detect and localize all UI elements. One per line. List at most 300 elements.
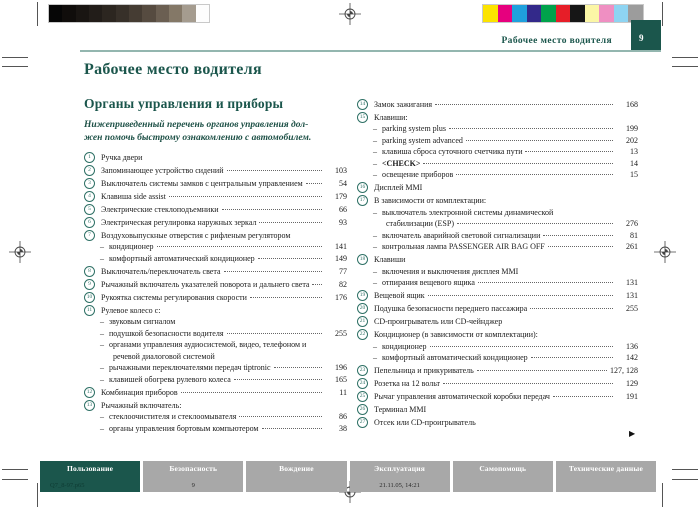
leader-dots [239, 416, 322, 417]
list-item [357, 254, 638, 289]
list-row [84, 292, 347, 304]
list-row [84, 152, 347, 164]
list-row [84, 328, 347, 340]
item-page-number: 276 [626, 219, 638, 228]
item-page-number: 199 [626, 124, 638, 133]
leader-dots [530, 308, 613, 309]
item-label: parking system advanced [382, 135, 463, 145]
item-number-badge: 15 [357, 112, 368, 123]
item-page-number: 131 [626, 278, 638, 287]
item-page-number: 54 [339, 178, 347, 188]
item-label: речевой диалоговой системой [113, 351, 215, 361]
header-rule [80, 50, 661, 52]
list-row [84, 191, 347, 203]
item-page-number: 176 [335, 292, 347, 302]
item-page-number: 127, 128 [610, 366, 638, 375]
list-item [357, 303, 638, 315]
list-row [357, 290, 638, 302]
item-page-number: 86 [339, 412, 347, 421]
list-item [84, 217, 347, 229]
item-page-number: 81 [630, 230, 638, 240]
crop-mark [2, 57, 28, 58]
leader-dots [262, 428, 323, 429]
list-row [84, 362, 347, 374]
item-page-number: 38 [339, 423, 347, 433]
item-label: Рычажный включатель указателей поворота и дальнего света [101, 279, 310, 289]
crop-mark [2, 479, 28, 480]
registration-mark-icon [9, 241, 31, 263]
leader-dots [449, 128, 613, 129]
calibration-swatch [599, 5, 614, 22]
crop-mark [672, 66, 698, 67]
item-label: стеклоочистителя и стеклоомывателя [109, 412, 237, 421]
item-label: выключатель электронной системы динамической [382, 207, 554, 217]
crop-mark [672, 479, 698, 480]
crop-mark [37, 483, 38, 507]
calibration-swatch [169, 5, 182, 22]
dash: – [373, 266, 377, 276]
item-label: Отсек или CD-проигрыватель [374, 418, 476, 427]
leader-dots [227, 170, 323, 171]
calibration-swatch [498, 5, 513, 22]
dash: – [373, 147, 377, 156]
list-row [357, 123, 638, 135]
list-item [357, 290, 638, 302]
list-row [357, 329, 638, 341]
item-label: Рычажный включатель: [101, 400, 182, 410]
item-page-number: 191 [626, 392, 638, 401]
dash: – [100, 317, 104, 326]
calibration-swatch [196, 5, 209, 22]
list-row [84, 253, 347, 265]
dash: – [373, 135, 377, 145]
item-label: Кондиционер (в зависимости от комплектации): [374, 330, 538, 339]
item-label: кондиционер [109, 242, 154, 251]
intro-line-2: жен помочь быстрому ознакомлению с автомобилем. [84, 133, 312, 143]
item-label: Пепельница и прикуриватель [374, 366, 474, 375]
footer-tab-label: Самопомощь [479, 464, 527, 473]
item-page-number: 66 [339, 204, 347, 214]
controls-list-right-column [357, 97, 638, 429]
item-label: кондиционер [382, 341, 427, 351]
item-label: Розетка на 12 вольт [374, 379, 441, 388]
crop-mark [2, 469, 28, 470]
calibration-swatch [585, 5, 600, 22]
registration-mark-icon [339, 3, 361, 25]
item-number-badge: 19 [357, 290, 368, 301]
calibration-swatch [102, 5, 115, 22]
leader-dots [428, 295, 613, 296]
item-label: клавиша сброса суточного счетчика пути [382, 147, 523, 156]
leader-dots [477, 370, 607, 371]
list-row [357, 230, 638, 242]
item-label: Замок зажигания [374, 99, 433, 109]
footer-tab-label: Безопасность [169, 464, 218, 473]
calibration-swatch [142, 5, 155, 22]
leader-dots [548, 246, 613, 247]
item-number-badge: 17 [357, 195, 368, 206]
item-number-badge: 14 [357, 99, 368, 110]
crop-mark [672, 57, 698, 58]
dash: – [373, 278, 377, 287]
leader-dots [274, 367, 322, 368]
list-row [357, 146, 638, 158]
list-item [84, 292, 347, 304]
list-item [84, 400, 347, 435]
item-number-badge: 20 [357, 303, 368, 314]
crop-mark [672, 469, 698, 470]
item-label: клавишей обогрева рулевого колеса [109, 374, 231, 384]
item-label: В зависимости от комплектации: [374, 196, 487, 205]
dash: – [373, 170, 377, 179]
leader-dots [169, 196, 322, 197]
list-row [84, 230, 347, 242]
leader-dots [224, 271, 322, 272]
list-item [84, 191, 347, 203]
list-row [357, 254, 638, 266]
item-number-badge: 12 [84, 387, 95, 398]
leader-dots [157, 246, 322, 247]
item-label: комфортный автоматический кондиционер [382, 353, 528, 362]
list-row [84, 305, 347, 317]
list-row [84, 165, 347, 177]
list-row [84, 400, 347, 412]
item-label: parking system plus [382, 124, 446, 133]
dash: – [373, 353, 377, 362]
item-page-number: 77 [339, 266, 347, 276]
footer-tab[interactable] [453, 461, 553, 492]
calibration-swatch [527, 5, 542, 22]
item-label: включатель аварийной световой сигнализации [382, 230, 541, 240]
item-number-badge: 4 [84, 191, 95, 202]
item-number-badge: 2 [84, 165, 95, 176]
list-row [84, 178, 347, 190]
leader-dots [435, 104, 613, 105]
item-label: органами управления аудиосистемой, видео, телефоном и [109, 340, 307, 349]
item-page-number: 82 [339, 279, 347, 289]
item-number-badge: 3 [84, 178, 95, 189]
list-item [357, 99, 638, 111]
footer-tab[interactable] [556, 461, 656, 492]
item-label: Рычаг управления автоматической коробки передач [374, 392, 550, 401]
item-label: Терминал MMI [374, 405, 427, 414]
item-label: <CHECK> [382, 158, 421, 168]
item-page-number: 142 [626, 353, 638, 362]
list-row [357, 277, 638, 289]
dash: – [373, 207, 377, 217]
list-row [357, 404, 638, 416]
leader-dots [227, 333, 322, 334]
list-row [357, 266, 638, 278]
dash: – [100, 374, 104, 384]
list-row [357, 135, 638, 147]
list-row [357, 417, 638, 429]
item-label: Дисплей MMI [374, 183, 423, 192]
list-item [357, 316, 638, 328]
item-page-number: 196 [335, 363, 347, 372]
footer-tab[interactable] [40, 461, 140, 492]
leader-dots [531, 357, 613, 358]
item-label: Выключатель/переключатель света [101, 266, 221, 276]
list-item [357, 404, 638, 416]
leader-dots [423, 163, 613, 164]
item-page-number: 202 [626, 135, 638, 145]
list-row [84, 411, 347, 423]
controls-list-left-column [84, 150, 347, 434]
leader-dots [456, 174, 613, 175]
list-row [357, 195, 638, 207]
page-title: Рабочее место водителя [84, 61, 262, 78]
calibration-swatch [116, 5, 129, 22]
list-row [357, 316, 638, 328]
intro-line-1: Нижеприведенный перечень органов управления дол- [84, 120, 309, 130]
item-label: стабилизации (ESP) [386, 219, 454, 228]
dash: – [373, 341, 377, 351]
list-item [84, 266, 347, 278]
item-label: контрольная лампа PASSENGER AIR BAG OFF [382, 242, 545, 251]
list-row [357, 158, 638, 170]
item-label: отпирания вещевого ящика [382, 278, 475, 287]
list-row [84, 339, 347, 351]
calibration-swatch [156, 5, 169, 22]
list-row [357, 241, 638, 253]
crop-mark [2, 66, 28, 67]
list-row [84, 279, 347, 291]
calibration-swatch [129, 5, 142, 22]
item-number-badge: 13 [84, 400, 95, 411]
list-item [357, 112, 638, 181]
leader-dots [234, 379, 322, 380]
footer-tab-bar [40, 461, 656, 492]
list-row [84, 316, 347, 328]
list-item [84, 152, 347, 164]
list-row [357, 391, 638, 403]
item-number-badge: 21 [357, 316, 368, 327]
item-number-badge: 8 [84, 266, 95, 277]
footer-tab[interactable] [350, 461, 450, 492]
item-label: Электрические стеклоподъемники [101, 204, 219, 214]
item-page-number: 141 [335, 242, 347, 251]
list-row-continuation [84, 351, 347, 363]
list-row [84, 387, 347, 399]
item-number-badge: 9 [84, 279, 95, 290]
leader-dots [250, 297, 322, 298]
footer-tab-note: 9 [191, 482, 195, 489]
item-page-number: 103 [335, 165, 347, 175]
footer-tab[interactable] [143, 461, 243, 492]
dash: – [373, 230, 377, 240]
item-label: Запоминающее устройство сидений [101, 165, 224, 175]
item-page-number: 149 [335, 253, 347, 263]
list-row [357, 303, 638, 315]
item-number-badge: 24 [357, 378, 368, 389]
list-row [84, 423, 347, 435]
item-label: Клавиша side assist [101, 191, 166, 201]
color-calibration-bar [482, 4, 644, 23]
item-label: Воздуховыпускные отверстия с рифленым регулятором [101, 230, 291, 240]
list-row [357, 169, 638, 181]
footer-tab-label: Вождение [279, 464, 314, 473]
list-item [84, 230, 347, 265]
item-number-badge: 16 [357, 182, 368, 193]
item-number-badge: 25 [357, 391, 368, 402]
dash: – [100, 253, 104, 263]
item-page-number: 136 [626, 341, 638, 351]
list-item [84, 279, 347, 291]
list-item [357, 329, 638, 364]
item-number-badge: 23 [357, 365, 368, 376]
item-number-badge: 27 [357, 417, 368, 428]
leader-dots [466, 140, 613, 141]
continuation-arrow-icon: ▶ [629, 429, 636, 438]
footer-tab-label: Эксплуатация [374, 464, 426, 473]
item-page-number: 261 [626, 242, 638, 251]
dash: – [100, 340, 104, 349]
list-item [357, 417, 638, 429]
item-page-number: 168 [626, 99, 638, 109]
item-page-number: 14 [630, 158, 638, 168]
item-number-badge: 26 [357, 404, 368, 415]
item-label: звуковым сигналом [109, 317, 176, 326]
item-number-badge: 7 [84, 230, 95, 241]
grayscale-calibration-bar [48, 4, 210, 23]
dash: – [373, 242, 377, 251]
list-row [357, 365, 638, 377]
calibration-swatch [541, 5, 556, 22]
list-item [84, 204, 347, 216]
item-label: Вещевой ящик [374, 291, 425, 300]
item-page-number: 131 [626, 291, 638, 300]
item-page-number: 165 [335, 374, 347, 384]
item-number-badge: 1 [84, 152, 95, 163]
calibration-swatch [512, 5, 527, 22]
item-page-number: 15 [630, 170, 638, 179]
item-label: освещение приборов [382, 170, 454, 179]
item-label: рычажными переключателями передач tiptronic [109, 363, 271, 372]
item-label: Рукоятка системы регулирования скорости [101, 292, 247, 302]
footer-tab-note: Q7_8-97.p65 [50, 482, 85, 489]
dash: – [100, 363, 104, 372]
item-label: комфортный автоматический кондиционер [109, 253, 255, 263]
list-row [357, 182, 638, 194]
list-row [357, 112, 638, 124]
item-label: органы управления бортовым компьютером [109, 423, 259, 433]
list-row [357, 341, 638, 353]
list-item [357, 391, 638, 403]
list-item [357, 365, 638, 377]
calibration-swatch [49, 5, 62, 22]
item-number-badge: 11 [84, 305, 95, 316]
leader-dots [181, 392, 322, 393]
list-row-continuation [357, 218, 638, 230]
item-page-number: 255 [626, 304, 638, 313]
crop-mark [662, 2, 663, 26]
dash: – [100, 412, 104, 421]
leader-dots [306, 183, 322, 184]
list-row [84, 266, 347, 278]
item-page-number: 11 [339, 387, 347, 397]
list-row [357, 352, 638, 364]
calibration-swatch [76, 5, 89, 22]
leader-dots [312, 284, 322, 285]
calibration-swatch [182, 5, 195, 22]
item-number-badge: 10 [84, 292, 95, 303]
leader-dots [543, 235, 613, 236]
running-header: Рабочее место водителя [501, 36, 612, 46]
leader-dots [430, 346, 613, 347]
list-row [84, 204, 347, 216]
intro-paragraph [84, 119, 352, 145]
footer-tab-label: Технические данные [568, 464, 643, 473]
dash: – [100, 328, 104, 338]
item-page-number: 179 [335, 191, 347, 201]
list-item [357, 182, 638, 194]
list-item [84, 387, 347, 399]
item-label: подушкой безопасности водителя [109, 328, 224, 338]
calibration-swatch [483, 5, 498, 22]
item-label: Электрическая регулировка наружных зеркал [101, 217, 257, 227]
item-page-number: 129 [626, 379, 638, 388]
calibration-swatch [614, 5, 629, 22]
list-item [84, 305, 347, 386]
footer-tab[interactable] [246, 461, 346, 492]
item-page-number: 13 [630, 147, 638, 156]
item-label: Рулевое колесо с: [101, 305, 161, 315]
footer-tab-label: Пользование [67, 464, 114, 473]
leader-dots [478, 282, 613, 283]
section-title: Органы управления и приборы [84, 96, 284, 111]
item-number-badge: 18 [357, 254, 368, 265]
item-page-number: 93 [339, 217, 347, 227]
leader-dots [553, 396, 613, 397]
calibration-swatch [89, 5, 102, 22]
crop-mark [662, 483, 663, 507]
registration-mark-icon [654, 241, 676, 263]
item-label: CD-проигрыватель или CD-чейнджер [374, 317, 503, 326]
item-number-badge: 22 [357, 329, 368, 340]
list-item [357, 378, 638, 390]
item-label: Подушка безопасности переднего пассажира [374, 304, 528, 313]
item-label: включения и выключения дисплея MMI [382, 266, 519, 276]
calibration-swatch [570, 5, 585, 22]
list-row [84, 217, 347, 229]
list-row [84, 241, 347, 253]
leader-dots [443, 383, 613, 384]
list-item [84, 178, 347, 190]
leader-dots [222, 209, 323, 210]
item-label: Клавиши [374, 255, 406, 264]
item-number-badge: 5 [84, 204, 95, 215]
item-label: Ручка двери [101, 152, 143, 162]
calibration-swatch [62, 5, 75, 22]
page-number-tab: 9 [631, 20, 661, 50]
list-row [357, 378, 638, 390]
list-row [357, 207, 638, 219]
item-number-badge: 6 [84, 217, 95, 228]
item-label: Комбинация приборов [101, 387, 178, 397]
leader-dots [457, 223, 613, 224]
list-item [357, 195, 638, 253]
list-item [84, 165, 347, 177]
dash: – [100, 423, 104, 433]
list-row [357, 99, 638, 111]
list-row [84, 374, 347, 386]
leader-dots [258, 258, 322, 259]
dash: – [373, 158, 377, 168]
item-label: Выключатель системы замков с центральным управлением [101, 178, 303, 188]
calibration-swatch [556, 5, 571, 22]
footer-tab-note: 21.11.05, 14:21 [379, 482, 420, 489]
